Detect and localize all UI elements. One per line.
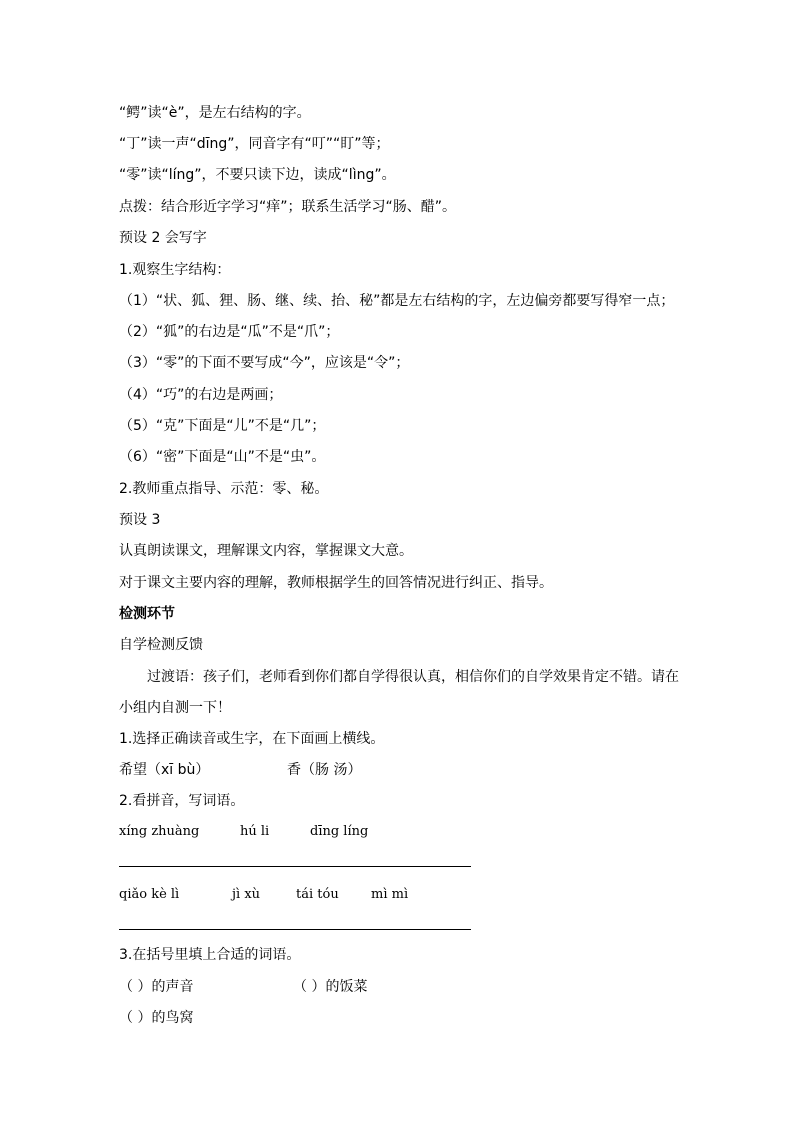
text-line: 认真朗读课文，理解课文内容，掌握课文大意。	[119, 543, 413, 559]
question-3: 3.在括号里填上合适的词语。	[119, 947, 301, 963]
text-line: 2.教师重点指导、示范：零、秘。	[119, 481, 329, 497]
fill-blank: （ ）的鸟窝	[119, 1010, 194, 1026]
text-line: 对于课文主要内容的理解，教师根据学生的回答情况进行纠正、指导。	[119, 575, 553, 591]
text-line: “零”读“líng”，不要只读下边，读成“lìng”。	[119, 167, 396, 183]
text-line: （2）“狐”的右边是“瓜”不是“爪”；	[119, 324, 340, 340]
text-line: “丁”读一声“dīng”，同音字有“叮”“盯”等；	[119, 136, 390, 152]
question-1-option-b: 香（肠 汤）	[287, 762, 362, 778]
sub-heading: 自学检测反馈	[119, 637, 203, 653]
question-1-option-a: 希望（xī bù）	[119, 762, 210, 778]
transition-text-cont: 小组内自测一下！	[119, 700, 231, 716]
question-2: 2.看拼音，写词语。	[119, 793, 245, 809]
section-heading: 检测环节	[119, 606, 175, 622]
text-line: “鳄”读“è”，是左右结构的字。	[119, 105, 311, 121]
question-1: 1.选择正确读音或生字，在下面画上横线。	[119, 731, 385, 747]
text-line: （6）“密”下面是“山”不是“虫”。	[119, 449, 326, 465]
answer-line[interactable]	[119, 866, 471, 867]
transition-text: 过渡语：孩子们，老师看到你们都自学得很认真，相信你们的自学效果肯定不错。请在	[147, 669, 679, 685]
pinyin-word: mì mì	[371, 887, 409, 902]
text-line: （3）“零”的下面不要写成“今”，应该是“令”；	[119, 355, 410, 371]
pinyin-word: tái tóu	[296, 887, 339, 902]
pinyin-word: dīng líng	[310, 824, 369, 839]
text-line: （5）“克”下面是“儿”不是“几”；	[119, 418, 326, 434]
pinyin-word: qiǎo kè lì	[119, 887, 180, 902]
fill-blank: （ ）的饭菜	[293, 979, 368, 995]
pinyin-word: hú li	[240, 824, 270, 839]
text-line: （4）“巧”的右边是两画；	[119, 387, 283, 403]
text-line: （1）“状、狐、狸、肠、继、续、抬、秘”都是左右结构的字，左边偏旁都要写得窄一点；	[119, 293, 675, 309]
pinyin-word: xíng zhuàng	[119, 824, 200, 839]
text-line: 1.观察生字结构：	[119, 262, 231, 278]
pinyin-word: jì xù	[232, 887, 261, 902]
fill-blank: （ ）的声音	[119, 979, 194, 995]
text-line: 预设 3	[119, 512, 161, 528]
answer-line[interactable]	[119, 929, 471, 930]
text-line: 预设 2 会写字	[119, 230, 207, 246]
text-line: 点拨：结合形近字学习“痒”；联系生活学习“肠、醋”。	[119, 199, 457, 215]
